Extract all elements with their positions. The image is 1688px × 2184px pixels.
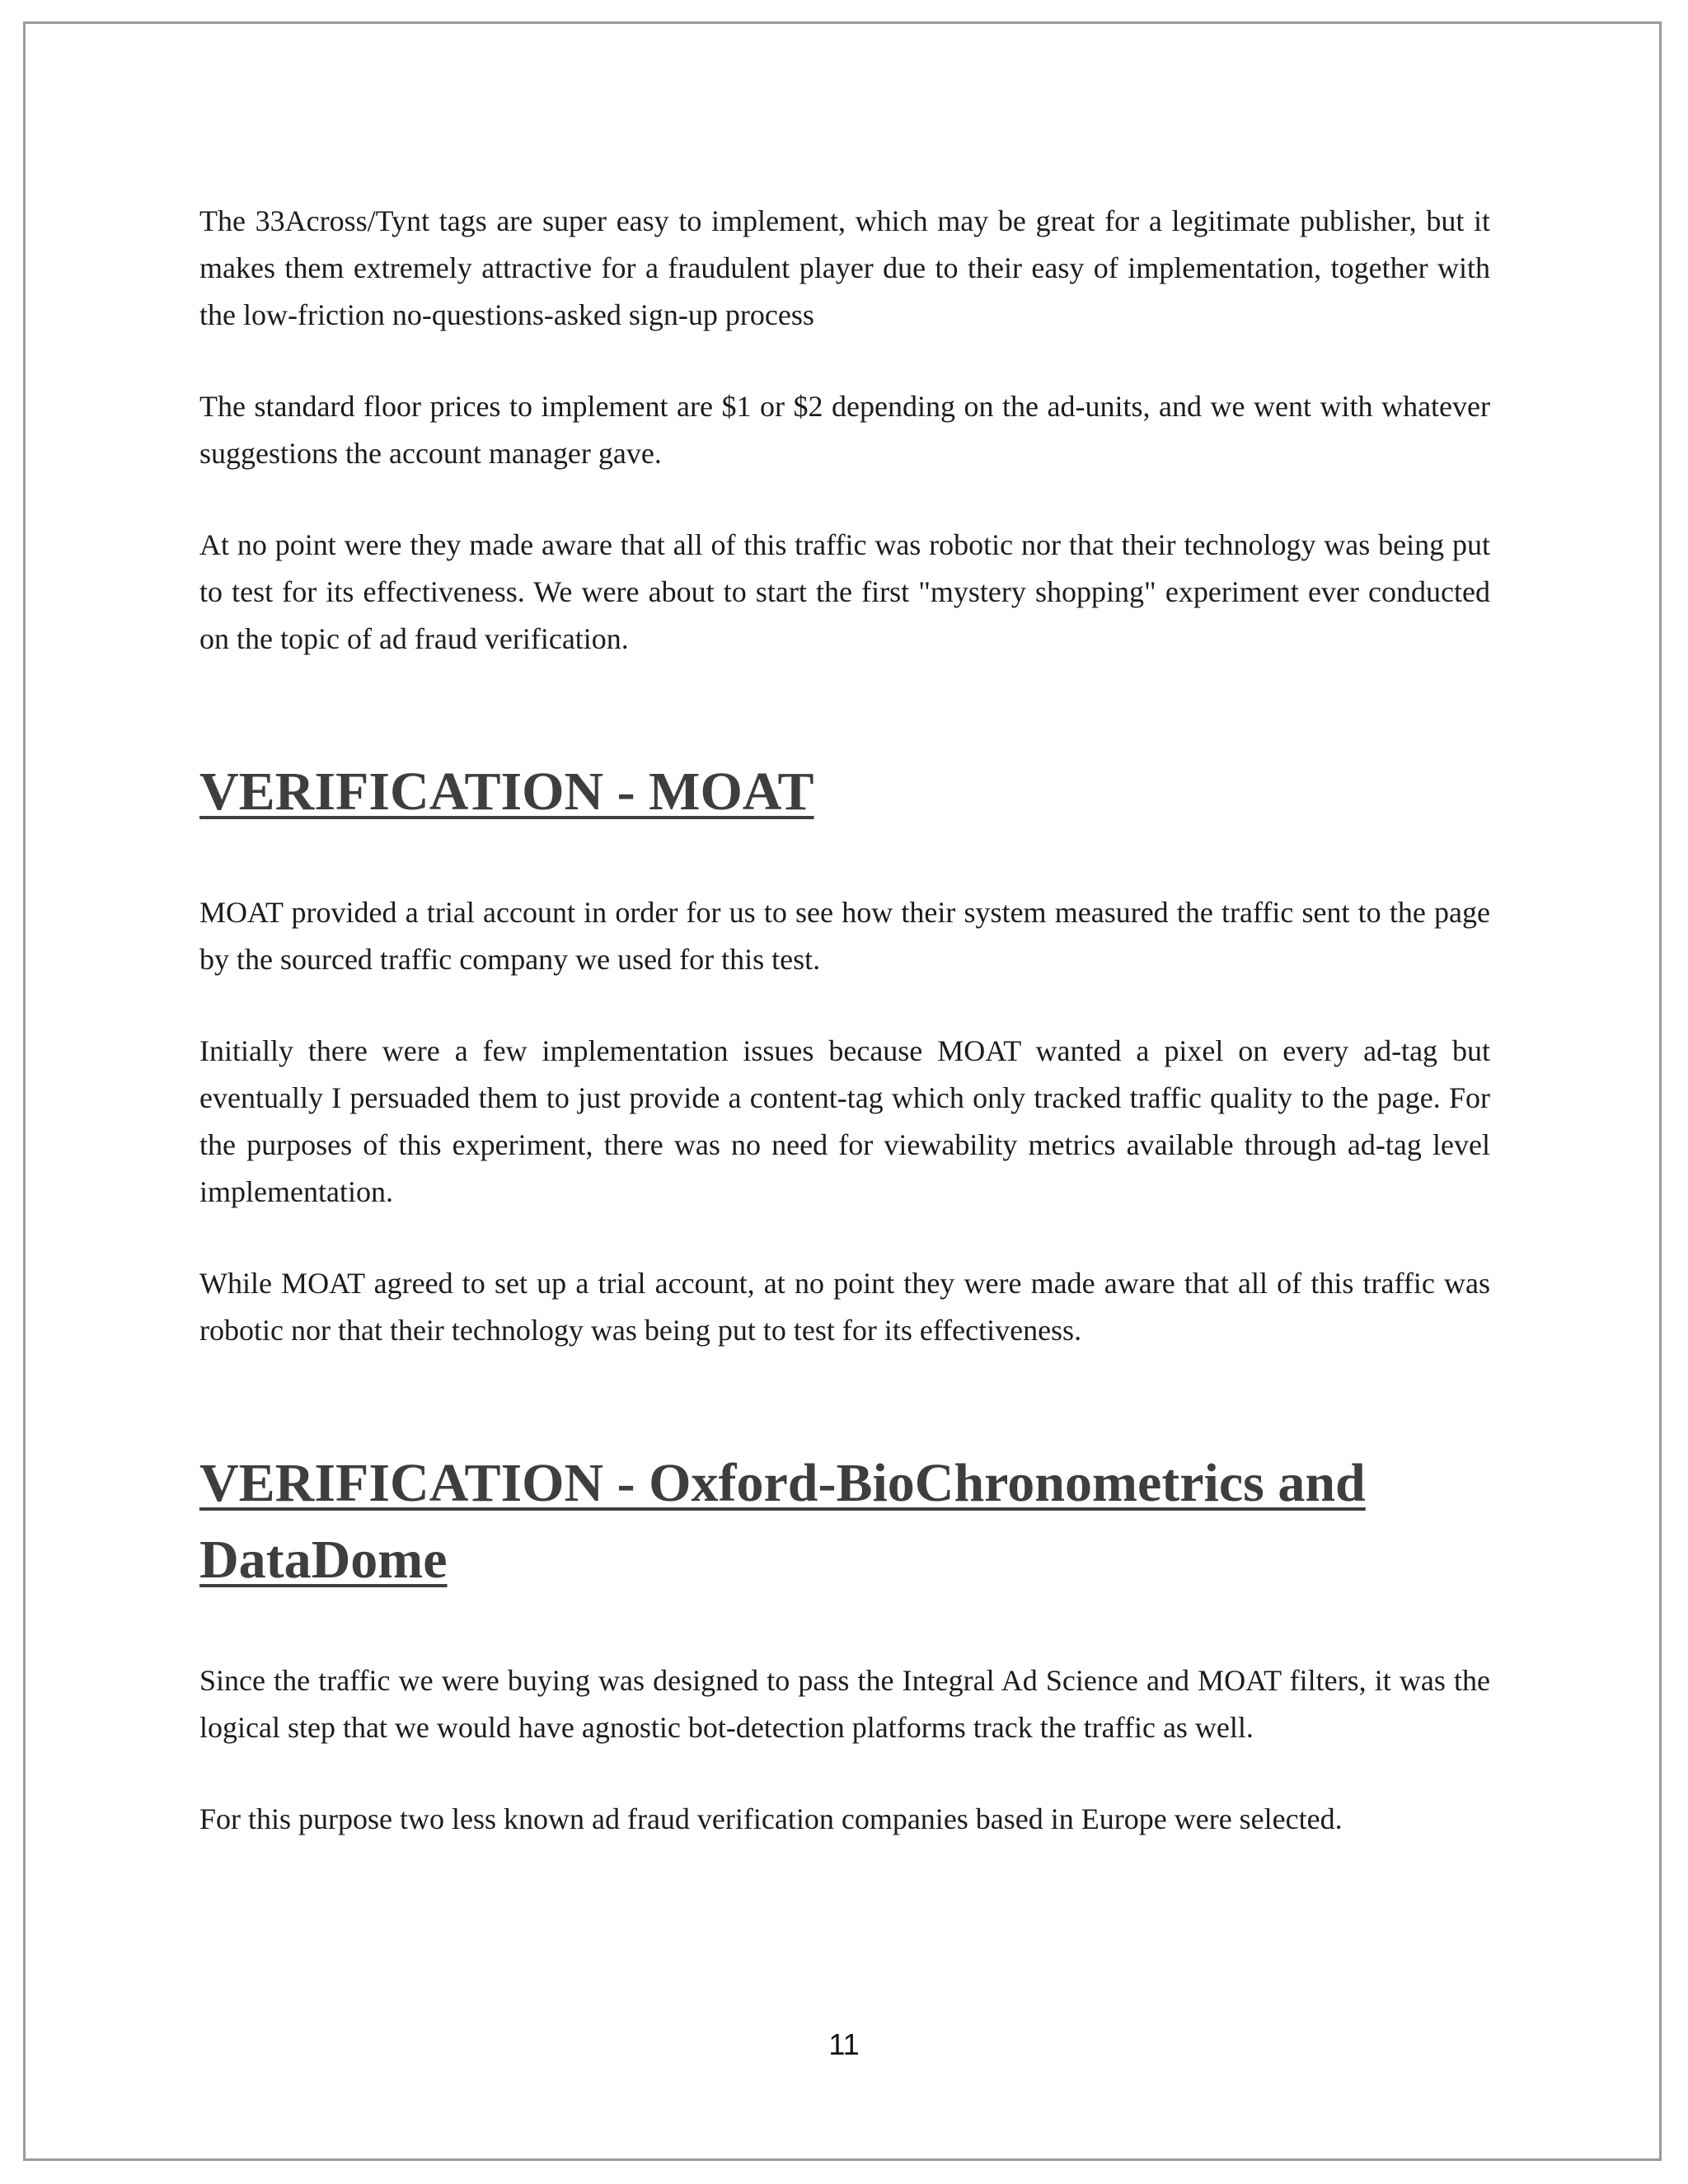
intro-paragraph-3: At no point were they made aware that all of this traffic was robotic nor that their technology was being put to test for its effectiveness. We were about to start the first "mystery shopping" experiment ever conducted on the topic of ad fraud verification. [199, 528, 1490, 655]
document-body [199, 198, 1490, 1843]
oxford-paragraph-2: For this purpose two less known ad fraud verification companies based in Europe were selected. [199, 1802, 1343, 1835]
section-heading-oxford-datadome: VERIFICATION - Oxford-BioChronometrics and DataDome [199, 1453, 1366, 1590]
intro-paragraph-2: The standard floor prices to implement are $1 or $2 depending on the ad-units, and we went with whatever suggestions the account manager gave. [199, 390, 1490, 470]
moat-paragraph-2: Initially there were a few implementation issues because MOAT wanted a pixel on every ad-tag but eventually I persuaded them to just provide a content-tag which only tracked traffic quality to the page. For the purposes of this experiment, there was no need for viewability metrics available through ad-tag level implementation. [199, 1034, 1490, 1208]
oxford-paragraph-1: Since the traffic we were buying was designed to pass the Integral Ad Science and MOAT filters, it was the logical step that we would have agnostic bot-detection platforms track the traffic as well. [199, 1664, 1490, 1744]
moat-paragraph-3: While MOAT agreed to set up a trial account, at no point they were made aware that all of this traffic was robotic nor that their technology was being put to test for its effectiveness. [199, 1267, 1490, 1347]
section-heading-moat: VERIFICATION - MOAT [199, 762, 814, 822]
intro-paragraph-1: The 33Across/Tynt tags are super easy to implement, which may be great for a legitimate publisher, but it makes them extremely attractive for a fraudulent player due to their easy of implementation, together with the low-friction no-questions-asked sign-up process [199, 204, 1490, 331]
moat-paragraph-1: MOAT provided a trial account in order for us to see how their system measured the traffic sent to the page by the sourced traffic company we used for this test. [199, 896, 1490, 976]
page-number: 11 [828, 2027, 860, 2061]
